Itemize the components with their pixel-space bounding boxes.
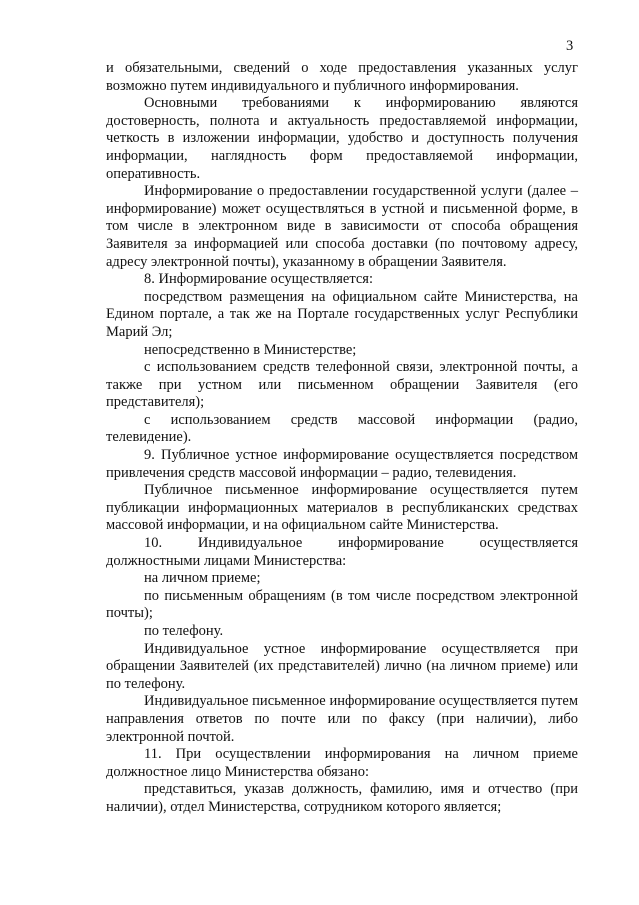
paragraph-individual-written: Индивидуальное письменное информирование осуществляется путем направления ответов по почте или по факсу (при наличии), либо электронной почтой. xyxy=(106,693,578,745)
paragraph-item-10: 10. Индивидуальное информирование осуществляется должностными лицами Министерства: xyxy=(106,535,578,569)
page-number: 3 xyxy=(566,38,574,54)
paragraph-requirements: Основными требованиями к информированию являются достоверность, полнота и актуальность предоставляемой информации, четкость в изложении информации, удобство и доступность получения информации, наглядность форм предоставляемой информации, оперативность. xyxy=(106,95,578,182)
paragraph-item-11-introduce: представиться, указав должность, фамилию, имя и отчество (при наличии), отдел Министерства, сотрудником которого является; xyxy=(106,781,578,815)
paragraph-item-10-written: по письменным обращениям (в том числе посредством электронной почты); xyxy=(106,587,578,622)
paragraph-item-9: 9. Публичное устное информирование осуществляется посредством привлечения средств массовой информации – радио, телевидения. xyxy=(106,447,578,481)
paragraph-item-8-website: посредством размещения на официальном сайте Министерства, на Едином портале, а так же на Портале государственных услуг Республики Марий Эл; xyxy=(106,288,578,340)
paragraph-item-10-phone: по телефону. xyxy=(144,623,224,639)
paragraph-item-11: 11. При осуществлении информирования на личном приеме должностное лицо Министерства обязано: xyxy=(106,746,578,780)
paragraph-item-8-media: с использованием средств массовой информации (радио, телевидение). xyxy=(106,411,578,446)
paragraph-individual-oral: Индивидуальное устное информирование осуществляется при обращении Заявителей (их представителей) лично (на личном приеме) или по телефону. xyxy=(106,640,578,692)
paragraph-continuation: и обязательными, сведений о ходе предоставления указанных услуг возможно путем индивидуального и публичного информирования. xyxy=(106,60,578,94)
paragraph-item-8: 8. Информирование осуществляется: xyxy=(144,271,373,288)
paragraph-item-8-phone: с использованием средств телефонной связи, электронной почты, а также при устном или письменном обращении Заявителя (его представителя); xyxy=(106,359,578,411)
document-body xyxy=(106,60,578,817)
paragraph-informing-forms: Информирование о предоставлении государственной услуги (далее – информирование) может осуществляться в устной и письменной форме, в том числе в электронном виде в зависимости от способа обращения Заявителя за информацией или способа доставки (по почтовому адресу, адресу электронной почты), указанному в обращении Заявителя. xyxy=(106,183,578,270)
paragraph-item-10-personal: на личном приеме; xyxy=(144,570,261,587)
paragraph-item-9-written: Публичное письменное информирование осуществляется путем публикации информационных материалов в республиканских средствах массовой информации, и на официальном сайте Министерства. xyxy=(106,482,578,534)
paragraph-item-8-ministry: непосредственно в Министерстве; xyxy=(144,341,357,358)
